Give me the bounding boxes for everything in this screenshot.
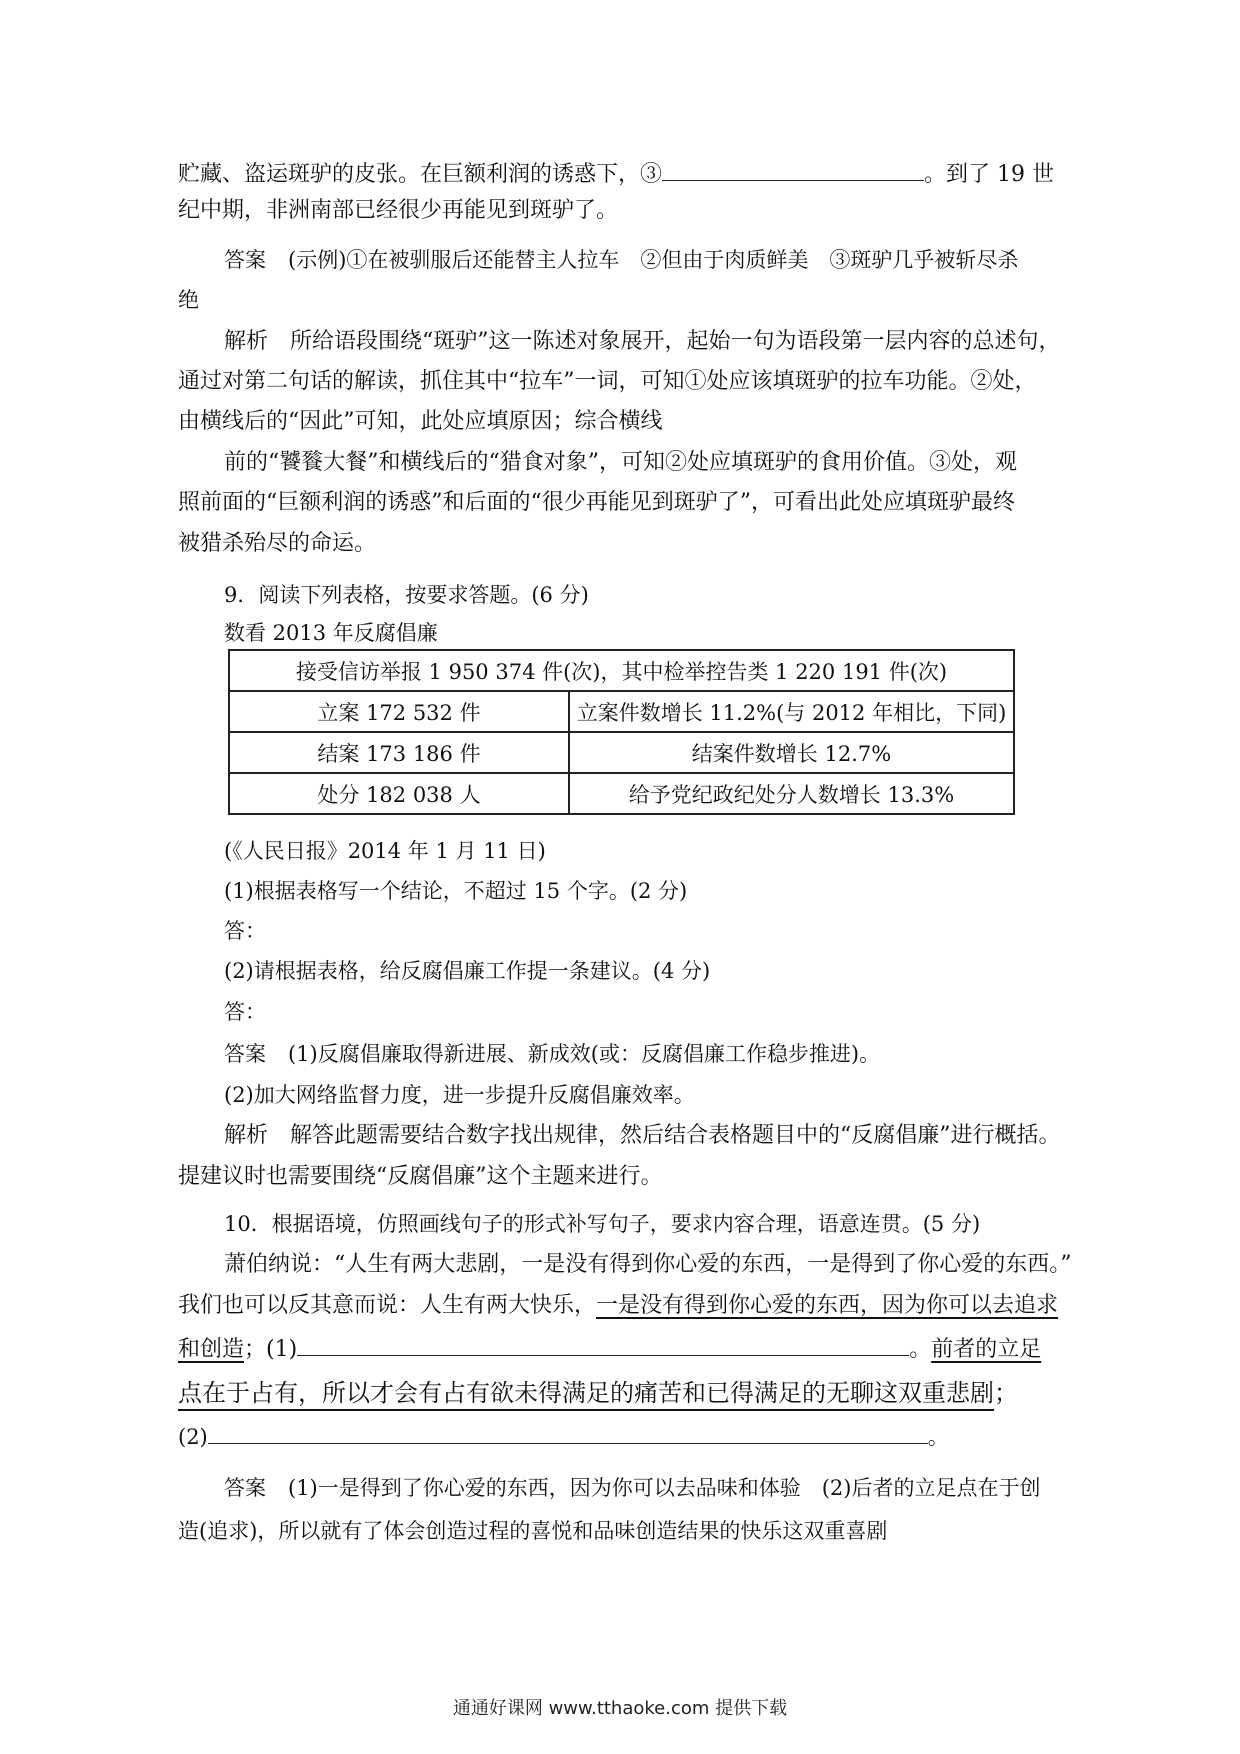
q10-line-5: [178, 1422, 949, 1452]
answer-text: (1)一是得到了你心爱的东西，因为你可以去品味和体验 (2)后者的立足点在于创: [288, 1476, 1041, 1500]
table-row: [229, 691, 1014, 732]
q8-answer-line-2: 绝: [178, 288, 199, 312]
table-cell: 结案 173 186 件: [229, 732, 569, 773]
passage-text: 。到了 19 世: [924, 162, 1054, 187]
q10-text: ；: [994, 1379, 1018, 1407]
q10-text: 我们也可以反其意而说：人生有两大快乐，: [178, 1293, 597, 1318]
analysis-label: 解析: [224, 1123, 269, 1148]
table-row: [229, 650, 1014, 691]
table-row: [229, 732, 1014, 773]
answer-blank-3: [662, 162, 924, 181]
q10-line-1: 萧伯纳说：“人生有两大悲剧，一是没有得到你心爱的东西，一是得到了你心爱的东西。”: [224, 1252, 1072, 1277]
q9-answer-line-1: [224, 1039, 880, 1069]
q10-text: 。: [909, 1337, 932, 1362]
passage-line-1: [178, 160, 1054, 190]
q9-table-title: 数看 2013 年反腐倡廉: [224, 621, 438, 645]
q10-text: 。: [927, 1425, 949, 1449]
q10-text: ；(1): [244, 1337, 298, 1362]
answer-blank-1: [297, 1337, 909, 1356]
q9-subquestion-2: (2)请根据表格，给反腐倡廉工作提一条建议。(4 分): [224, 959, 711, 983]
q9-question: 9．阅读下列表格，按要求答题。(6 分): [224, 583, 589, 607]
q10-text: (2): [178, 1425, 208, 1449]
table-cell: 处分 182 038 人: [229, 773, 569, 814]
answer-label: 答案: [224, 1042, 266, 1066]
analysis-text: 所给语段围绕“斑驴”这一陈述对象展开，起始一句为语段第一层内容的总述句，: [290, 329, 1061, 354]
q8-analysis-line-4: 前的“饕餮大餐”和横线后的“猎食对象”，可知②处应填斑驴的食用价值。③处，观: [224, 450, 1017, 475]
q10-question: 10．根据语境，仿照画线句子的形式补写句子，要求内容合理，语意连贯。(5 分): [224, 1212, 981, 1236]
q8-analysis-line-6: 被猎杀殆尽的命运。: [178, 531, 377, 556]
q9-analysis-line-2: 提建议时也需要围绕“反腐倡廉”这个主题来进行。: [178, 1164, 663, 1189]
q10-line-3: [178, 1335, 1041, 1365]
stats-table: [228, 649, 1015, 815]
answer-label: 答案: [224, 248, 266, 272]
q8-answer-line-1: [224, 245, 1018, 275]
table-cell: 立案件数增长 11.2%(与 2012 年相比，下同): [569, 691, 1014, 732]
table-row: [229, 773, 1014, 814]
q9-answer-prompt-1: 答：: [224, 919, 266, 943]
answer-text: (1)反腐倡廉取得新进展、新成效(或：反腐倡廉工作稳步推进)。: [288, 1042, 881, 1066]
q10-line-4: [178, 1378, 1018, 1408]
q9-analysis-line-1: [224, 1121, 1061, 1151]
table-cell: 结案件数增长 12.7%: [569, 732, 1014, 773]
underlined-sentence: 和创造: [178, 1337, 245, 1362]
analysis-text: 解答此题需要结合数字找出规律，然后结合表格题目中的“反腐倡廉”进行概括。: [290, 1123, 1061, 1148]
table-header-cell: 接受信访举报 1 950 374 件(次)，其中检举控告类 1 220 191 件(次): [229, 650, 1014, 691]
q10-line-2: [178, 1291, 1058, 1321]
q8-analysis-line-5: 照前面的“巨额利润的诱惑”和后面的“很少再能见到斑驴了”，可看出此处应填斑驴最终: [178, 490, 1015, 515]
table-cell: 给予党纪政纪处分人数增长 13.3%: [569, 773, 1014, 814]
q8-analysis-line-2: 通过对第二句话的解读，抓住其中“拉车”一词，可知①处应该填斑驴的拉车功能。②处，: [178, 369, 1037, 394]
table-cell: 立案 172 532 件: [229, 691, 569, 732]
answer-label: 答案: [224, 1476, 266, 1500]
underlined-sentence: 点在于占有，所以才会有占有欲未得满足的痛苦和已得满足的无聊这双重悲剧: [178, 1379, 994, 1407]
analysis-label: 解析: [224, 329, 269, 354]
q9-answer-line-2: (2)加大网络监督力度，进一步提升反腐倡廉效率。: [224, 1083, 695, 1107]
table-source: (《人民日报》2014 年 1 月 11 日): [224, 839, 546, 863]
q10-answer-line-2: 造(追求)，所以就有了体会创造过程的喜悦和品味创造结果的快乐这双重喜剧: [178, 1519, 888, 1543]
passage-text: 贮藏、盗运斑驴的皮张。在巨额利润的诱惑下，③: [178, 162, 663, 187]
underlined-sentence: 一是没有得到你心爱的东西，因为你可以去追求: [596, 1293, 1059, 1318]
answer-text: (示例)①在被驯服后还能替主人拉车 ②但由于肉质鲜美 ③斑驴几乎被斩尽杀: [288, 248, 1019, 272]
q9-subquestion-1: (1)根据表格写一个结论，不超过 15 个字。(2 分): [224, 879, 688, 903]
q8-analysis-line-3: 由横线后的“因此”可知，此处应填原因；综合横线: [178, 409, 663, 434]
q10-answer-line-1: [224, 1473, 1041, 1503]
q8-analysis-line-1: [224, 327, 1061, 357]
q9-answer-prompt-2: 答：: [224, 1000, 266, 1024]
passage-line-2: 纪中期，非洲南部已经很少再能见到斑驴了。: [178, 198, 619, 223]
underlined-sentence: 前者的立足: [931, 1337, 1042, 1362]
answer-blank-2: [208, 1425, 928, 1444]
page-footer: 通通好课网 www.tthaoke.com 提供下载: [452, 1698, 788, 1719]
